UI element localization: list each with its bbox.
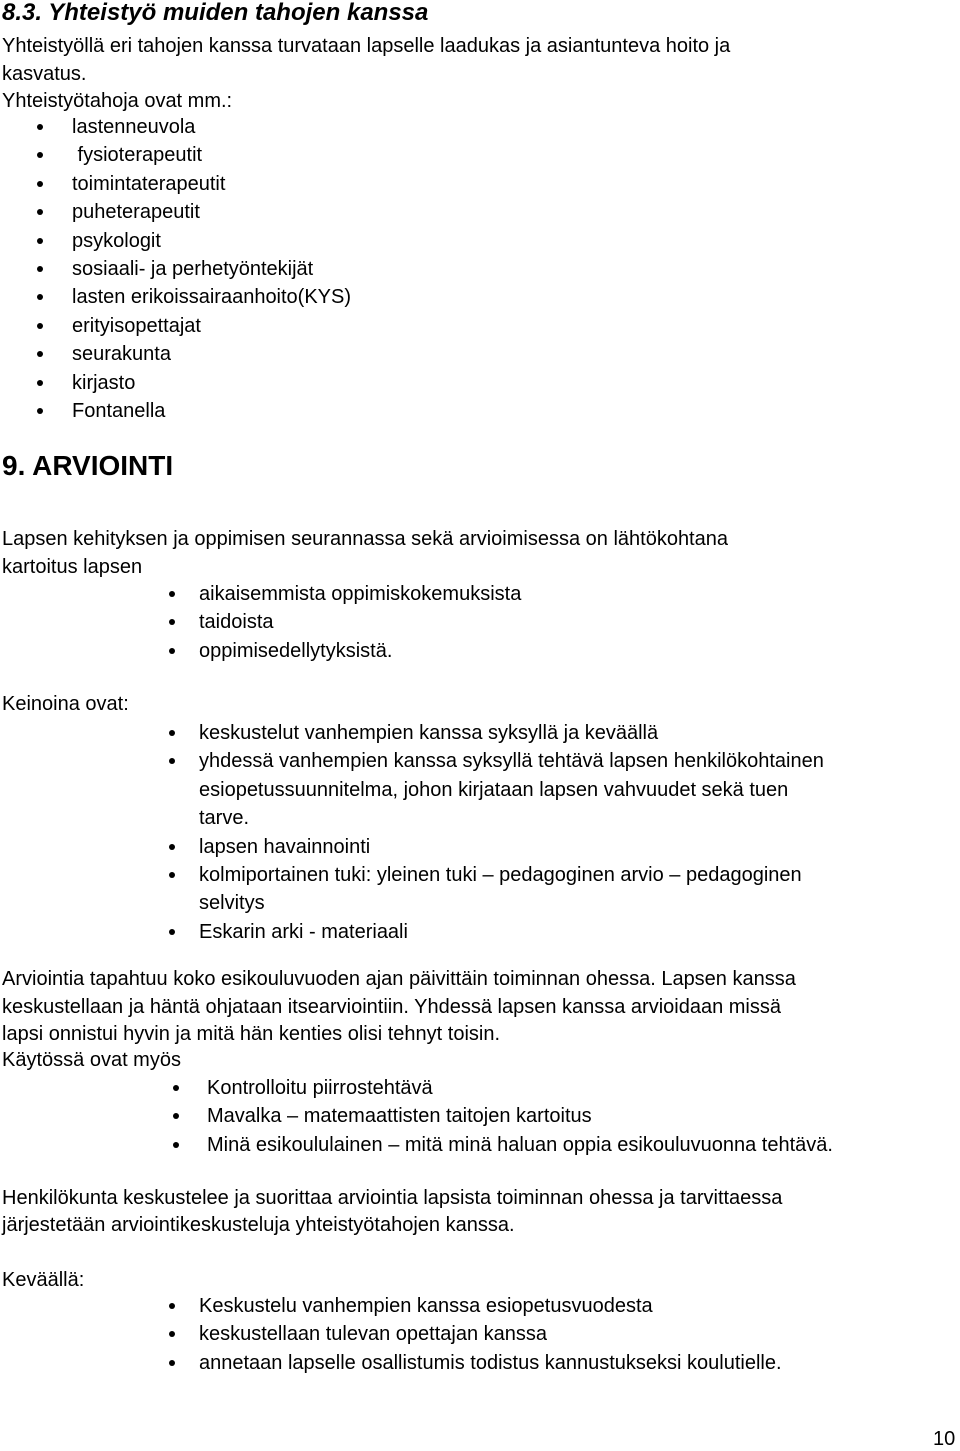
page-number: 10 [933,1428,956,1450]
list-item: lapsen havainnointi [199,833,824,861]
bullet-icon [37,323,43,329]
bullet-icon [37,238,43,244]
partners-lead: Yhteistyötahoja ovat mm.: [2,90,233,112]
methods-list [199,719,824,946]
section-8-3-heading: 8.3. Yhteistyö muiden tahojen kanssa [2,0,429,26]
section-8-3-intro-line-2: kasvatus. [2,63,87,85]
spring-label: Keväällä: [2,1269,85,1291]
bullet-icon [169,1303,175,1309]
bullet-icon [173,1085,179,1091]
list-item: lasten erikoissairaanhoito(KYS) [72,283,351,311]
assessment-para-line-2: keskustellaan ja häntä ohjataan itsearviointiin. Yhdessä lapsen kanssa arvioidaan missä [2,996,781,1018]
bullet-icon [37,152,43,158]
bullet-icon [37,351,43,357]
section-9-heading: 9. ARVIOINTI [2,450,174,481]
bullet-icon [169,929,175,935]
section-9-intro-line-2: kartoitus lapsen [2,556,143,578]
list-item: Minä esikoululainen – mitä minä haluan oppia esikouluvuonna tehtävä. [207,1131,833,1159]
bullet-icon [169,844,175,850]
list-item-continuation: selvitys [199,892,265,915]
bullet-icon [169,1360,175,1366]
bullet-icon [173,1113,179,1119]
methods-label: Keinoina ovat: [2,693,129,715]
section-9-intro-line-1: Lapsen kehityksen ja oppimisen seurannassa sekä arvioimisessa on lähtökohtana [2,528,728,550]
list-item: yhdessä vanhempien kanssa syksyllä tehtävä lapsen henkilökohtainen [199,747,824,775]
bullet-icon [173,1142,179,1148]
list-item: lastenneuvola [72,113,351,141]
list-item: aikaisemmista oppimiskokemuksista [199,580,521,608]
bullet-icon [37,209,43,215]
bullet-icon [37,124,43,130]
list-item: annetaan lapselle osallistumis todistus kannustukseksi koulutielle. [199,1349,782,1377]
list-item: kirjasto [72,369,351,397]
list-item-continuation: tarve. [199,807,250,830]
bullet-icon [37,181,43,187]
bullet-icon [37,380,43,386]
list-item: keskustellaan tulevan opettajan kanssa [199,1320,782,1348]
list-item: oppimisedellytyksistä. [199,637,521,665]
list-item: Fontanella [72,397,351,425]
list-item: kolmiportainen tuki: yleinen tuki – pedagoginen arvio – pedagoginen [199,861,824,889]
list-item-continuation: esiopetussuunnitelma, johon kirjataan lapsen vahvuudet sekä tuen [199,778,789,801]
bullet-icon [169,872,175,878]
bullet-icon [169,619,175,625]
bullet-icon [169,1331,175,1337]
staff-para-line-2: järjestetään arviointikeskusteluja yhteistyötahojen kanssa. [2,1214,515,1236]
list-item: psykologit [72,227,351,255]
bullet-icon [169,591,175,597]
partners-list [72,113,351,425]
also-used-list [207,1074,833,1159]
list-item: Mavalka – matemaattisten taitojen kartoitus [207,1102,833,1130]
staff-para-line-1: Henkilökunta keskustelee ja suorittaa arviointia lapsista toiminnan ohessa ja tarvittaessa [2,1187,783,1209]
list-item: Eskarin arki - materiaali [199,918,824,946]
section-8-3-intro-line-1: Yhteistyöllä eri tahojen kanssa turvataan lapselle laadukas ja asiantunteva hoito ja [2,35,731,57]
bullet-icon [169,648,175,654]
bullet-icon [37,266,43,272]
assessment-para-line-3: lapsi onnistui hyvin ja mitä hän kenties olisi tehnyt toisin. [2,1023,501,1045]
list-item: Keskustelu vanhempien kanssa esiopetusvuodesta [199,1292,782,1320]
mapping-list [199,580,521,665]
assessment-para-line-1: Arviointia tapahtuu koko esikouluvuoden ajan päivittäin toiminnan ohessa. Lapsen kanssa [2,968,796,990]
list-item: keskustelut vanhempien kanssa syksyllä ja keväällä [199,719,824,747]
bullet-icon [37,294,43,300]
list-item: sosiaali- ja perhetyöntekijät [72,255,351,283]
list-item: puheterapeutit [72,198,351,226]
list-item: erityisopettajat [72,312,351,340]
list-item: seurakunta [72,340,351,368]
bullet-icon [169,730,175,736]
bullet-icon [169,758,175,764]
list-item: Kontrolloitu piirrostehtävä [207,1074,833,1102]
list-item: fysioterapeutit [72,141,351,169]
also-used-label: Käytössä ovat myös [2,1049,181,1071]
spring-list [199,1292,782,1377]
bullet-icon [37,408,43,414]
list-item: taidoista [199,608,521,636]
list-item: toimintaterapeutit [72,170,351,198]
